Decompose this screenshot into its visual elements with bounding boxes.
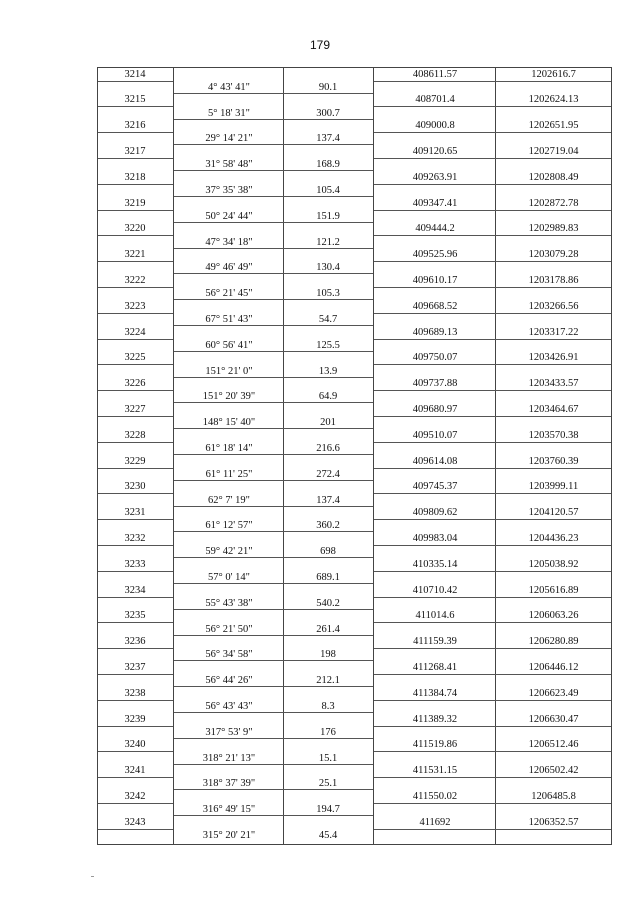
row-divider	[98, 597, 173, 598]
y-coordinate-cell: 1205616.89	[528, 584, 579, 596]
point-cell: 3237	[124, 661, 146, 673]
row-divider	[374, 803, 611, 804]
distance-cell: 300.7	[316, 107, 340, 119]
point-cell: 3224	[124, 326, 146, 338]
distance-cell: 45.4	[318, 829, 338, 841]
x-coordinate-cell: 410710.42	[412, 584, 458, 596]
distance-cell: 90.1	[318, 81, 338, 93]
x-coordinate-cell: 411384.74	[412, 687, 458, 699]
bearing-cell: 61° 18' 14"	[205, 442, 253, 454]
y-coordinate-cell: 1206280.89	[528, 636, 579, 648]
row-divider	[98, 106, 173, 107]
page-number: 179	[309, 38, 331, 52]
table-row	[98, 610, 611, 636]
row-divider	[374, 777, 611, 778]
bearing-cell: 49° 46' 49"	[205, 262, 253, 274]
bearing-cell: 61° 11' 25"	[205, 468, 253, 480]
row-divider	[374, 519, 611, 520]
bearing-cell: 4° 43' 41"	[208, 81, 250, 93]
row-divider	[374, 339, 611, 340]
row-divider	[374, 622, 611, 623]
bearing-cell: 62° 7' 19"	[208, 494, 250, 506]
bearing-cell: 316° 49' 15"	[202, 804, 256, 816]
table-row	[98, 352, 611, 378]
table-row	[98, 713, 611, 739]
row-divider	[98, 493, 173, 494]
y-coordinate-cell: 1206446.12	[528, 661, 579, 673]
row-divider	[98, 777, 173, 778]
distance-cell: 137.4	[316, 494, 340, 506]
y-coordinate-cell: 1203570.38	[528, 429, 579, 441]
row-divider	[98, 442, 173, 443]
y-coordinate-cell: 1202989.83	[528, 223, 579, 235]
distance-cell: 105.3	[316, 288, 340, 300]
point-cell: 3231	[124, 507, 146, 519]
distance-cell: 176	[320, 726, 336, 738]
table-row	[98, 455, 611, 481]
x-coordinate-cell: 409347.41	[412, 197, 458, 209]
x-coordinate-cell: 411531.15	[412, 765, 458, 777]
row-divider	[98, 158, 173, 159]
bearing-cell: 318° 37' 39"	[202, 778, 256, 790]
y-coordinate-cell: 1204120.57	[528, 507, 579, 519]
row-divider	[98, 468, 173, 469]
x-coordinate-cell: 409444.2	[415, 223, 455, 235]
point-cell: 3234	[124, 584, 146, 596]
distance-cell: 360.2	[316, 520, 340, 532]
y-coordinate-cell: 1202651.95	[528, 120, 579, 132]
row-divider	[98, 210, 173, 211]
table-row	[98, 197, 611, 223]
table-row	[98, 584, 611, 610]
x-coordinate-cell: 411519.86	[412, 739, 458, 751]
distance-cell: 194.7	[316, 804, 340, 816]
row-divider	[374, 648, 611, 649]
y-coordinate-cell: 1203760.39	[528, 455, 579, 467]
row-divider	[98, 261, 173, 262]
table-row	[98, 816, 611, 842]
row-divider	[374, 261, 611, 262]
row-divider	[374, 571, 611, 572]
distance-cell: 216.6	[316, 442, 340, 454]
table-row	[98, 429, 611, 455]
table-row	[98, 403, 611, 429]
y-coordinate-cell: 1203079.28	[528, 249, 579, 261]
table-row	[98, 68, 611, 94]
point-cell: 3235	[124, 610, 146, 622]
bearing-cell: 37° 35' 38"	[205, 184, 253, 196]
distance-cell: 212.1	[316, 675, 340, 687]
x-coordinate-cell: 409737.88	[412, 378, 458, 390]
distance-cell: 125.5	[316, 339, 340, 351]
point-cell: 3241	[124, 765, 146, 777]
x-coordinate-cell: 410335.14	[412, 558, 458, 570]
distance-cell: 13.9	[318, 365, 338, 377]
bearing-cell: 31° 58' 48"	[205, 159, 253, 171]
point-cell: 3219	[124, 197, 146, 209]
y-coordinate-cell: 1206352.57	[528, 816, 579, 828]
row-divider	[374, 184, 611, 185]
x-coordinate-cell: 409525.96	[412, 249, 458, 261]
y-coordinate-cell: 1204436.23	[528, 532, 579, 544]
distance-cell: 261.4	[316, 623, 340, 635]
point-cell: 3243	[124, 816, 146, 828]
coordinates-table	[97, 67, 612, 845]
y-coordinate-cell: 1203178.86	[528, 274, 579, 286]
point-cell: 3218	[124, 171, 146, 183]
table-row	[98, 378, 611, 404]
row-divider	[98, 726, 173, 727]
y-coordinate-cell: 1203317.22	[528, 326, 579, 338]
scan-mark	[91, 876, 94, 877]
point-cell: 3239	[124, 713, 146, 725]
table-row	[98, 739, 611, 765]
x-coordinate-cell: 409745.37	[412, 481, 458, 493]
y-coordinate-cell: 1206502.42	[528, 765, 579, 777]
bearing-cell: 47° 34' 18"	[205, 236, 253, 248]
row-divider	[98, 313, 173, 314]
x-coordinate-cell: 411389.32	[412, 713, 458, 725]
table-row	[98, 636, 611, 662]
row-divider	[374, 829, 611, 830]
table-row	[98, 558, 611, 584]
table-row	[98, 481, 611, 507]
x-coordinate-cell: 409000.8	[415, 120, 455, 132]
row-divider	[98, 519, 173, 520]
row-divider	[374, 81, 611, 82]
row-divider	[98, 648, 173, 649]
table-row	[98, 532, 611, 558]
y-coordinate-cell: 1202872.78	[528, 197, 579, 209]
row-divider	[374, 106, 611, 107]
y-coordinate-cell: 1203433.57	[528, 378, 579, 390]
distance-cell: 137.4	[316, 133, 340, 145]
distance-cell: 121.2	[316, 236, 340, 248]
distance-cell: 698	[320, 546, 336, 558]
point-cell: 3225	[124, 352, 146, 364]
y-coordinate-cell: 1202624.13	[528, 94, 579, 106]
distance-cell: 201	[320, 417, 336, 429]
row-divider	[98, 364, 173, 365]
x-coordinate-cell: 409750.07	[412, 352, 458, 364]
row-divider	[98, 700, 173, 701]
point-cell: 3215	[124, 94, 146, 106]
bearing-cell: 56° 44' 26"	[205, 675, 253, 687]
table-row	[98, 790, 611, 816]
point-cell: 3214	[124, 68, 146, 80]
point-cell: 3233	[124, 558, 146, 570]
row-divider	[374, 158, 611, 159]
x-coordinate-cell: 409689.13	[412, 326, 458, 338]
row-divider	[374, 390, 611, 391]
point-cell: 3229	[124, 455, 146, 467]
point-cell: 3216	[124, 120, 146, 132]
bearing-cell: 60° 56' 41"	[205, 339, 253, 351]
x-coordinate-cell: 409263.91	[412, 171, 458, 183]
bearing-cell: 29° 14' 21"	[205, 133, 253, 145]
row-divider	[374, 545, 611, 546]
y-coordinate-cell: 1206623.49	[528, 687, 579, 699]
y-coordinate-cell: 1203999.11	[528, 481, 579, 493]
point-cell: 3221	[124, 249, 146, 261]
row-divider	[98, 235, 173, 236]
y-coordinate-cell: 1203464.67	[528, 403, 579, 415]
row-divider	[374, 597, 611, 598]
row-divider	[98, 622, 173, 623]
x-coordinate-cell: 408611.57	[412, 68, 458, 80]
y-coordinate-cell: 1203266.56	[528, 300, 579, 312]
point-cell: 3228	[124, 429, 146, 441]
x-coordinate-cell: 409983.04	[412, 532, 458, 544]
y-coordinate-cell: 1206512.46	[528, 739, 579, 751]
x-coordinate-cell: 411692	[419, 816, 451, 828]
table-row	[98, 145, 611, 171]
row-divider	[374, 364, 611, 365]
bearing-cell: 59° 42' 21"	[205, 546, 253, 558]
table-row	[98, 120, 611, 146]
x-coordinate-cell: 411159.39	[413, 636, 457, 648]
point-cell: 3217	[124, 145, 146, 157]
row-divider	[98, 674, 173, 675]
point-cell: 3232	[124, 532, 146, 544]
y-coordinate-cell: 1202616.7	[531, 68, 576, 80]
row-divider	[374, 751, 611, 752]
point-cell: 3227	[124, 403, 146, 415]
distance-cell: 25.1	[318, 778, 338, 790]
distance-cell: 540.2	[316, 597, 340, 609]
point-cell: 3223	[124, 300, 146, 312]
bearing-cell: 5° 18' 31"	[208, 107, 250, 119]
distance-cell: 64.9	[318, 391, 338, 403]
bearing-cell: 148° 15' 40"	[202, 417, 256, 429]
y-coordinate-cell: 1202808.49	[528, 171, 579, 183]
distance-cell: 151.9	[316, 210, 340, 222]
row-divider	[98, 829, 173, 830]
x-coordinate-cell: 409809.62	[412, 507, 458, 519]
row-divider	[374, 416, 611, 417]
row-divider	[98, 339, 173, 340]
row-divider	[374, 210, 611, 211]
table-row	[98, 661, 611, 687]
row-divider	[374, 726, 611, 727]
table-row	[98, 94, 611, 120]
point-cell: 3230	[124, 481, 146, 493]
bearing-cell: 56° 34' 58"	[205, 649, 253, 661]
y-coordinate-cell: 1206630.47	[528, 713, 579, 725]
row-divider	[98, 184, 173, 185]
table-row	[98, 274, 611, 300]
distance-cell: 54.7	[318, 313, 338, 325]
point-cell: 3242	[124, 790, 146, 802]
row-divider	[98, 571, 173, 572]
bearing-cell: 151° 20' 39"	[202, 391, 256, 403]
distance-cell: 689.1	[316, 571, 340, 583]
x-coordinate-cell: 408701.4	[415, 94, 455, 106]
table-row	[98, 249, 611, 275]
distance-cell: 168.9	[316, 159, 340, 171]
table-row	[98, 171, 611, 197]
row-divider	[98, 545, 173, 546]
table-row	[98, 765, 611, 791]
row-divider	[98, 81, 173, 82]
row-divider	[374, 235, 611, 236]
distance-cell: 15.1	[318, 752, 338, 764]
bearing-cell: 67° 51' 43"	[205, 313, 253, 325]
row-divider	[374, 468, 611, 469]
row-divider	[374, 700, 611, 701]
distance-cell: 272.4	[316, 468, 340, 480]
y-coordinate-cell: 1206063.26	[528, 610, 579, 622]
distance-cell: 8.3	[321, 700, 335, 712]
y-coordinate-cell: 1206485.8	[531, 790, 576, 802]
bearing-cell: 317° 53' 9"	[205, 726, 253, 738]
row-divider	[98, 803, 173, 804]
y-coordinate-cell: 1205038.92	[528, 558, 579, 570]
x-coordinate-cell: 411268.41	[412, 661, 458, 673]
point-cell: 3220	[124, 223, 146, 235]
table-row	[98, 223, 611, 249]
y-coordinate-cell: 1202719.04	[528, 145, 579, 157]
x-coordinate-cell: 409510.07	[412, 429, 458, 441]
row-divider	[374, 132, 611, 133]
bearing-cell: 56° 21' 45"	[205, 288, 253, 300]
x-coordinate-cell: 411014.6	[415, 610, 455, 622]
bearing-cell: 57° 0' 14"	[208, 571, 250, 583]
distance-cell: 130.4	[316, 262, 340, 274]
distance-cell: 105.4	[316, 184, 340, 196]
row-divider	[98, 416, 173, 417]
x-coordinate-cell: 409610.17	[412, 274, 458, 286]
bearing-cell: 315° 20' 21"	[202, 829, 256, 841]
bearing-cell: 318° 21' 13"	[202, 752, 256, 764]
table-row	[98, 300, 611, 326]
x-coordinate-cell: 409668.52	[412, 300, 458, 312]
point-cell: 3238	[124, 687, 146, 699]
bearing-cell: 151° 21' 0"	[205, 365, 253, 377]
point-cell: 3236	[124, 636, 146, 648]
row-divider	[98, 751, 173, 752]
bearing-cell: 56° 43' 43"	[205, 700, 253, 712]
row-divider	[98, 390, 173, 391]
table-row	[98, 326, 611, 352]
row-divider	[374, 442, 611, 443]
bearing-cell: 50° 24' 44"	[205, 210, 253, 222]
point-cell: 3226	[124, 378, 146, 390]
x-coordinate-cell: 409614.08	[412, 455, 458, 467]
row-divider	[98, 287, 173, 288]
table-row	[98, 687, 611, 713]
point-cell: 3240	[124, 739, 146, 751]
y-coordinate-cell: 1203426.91	[528, 352, 579, 364]
row-divider	[374, 287, 611, 288]
distance-cell: 198	[320, 649, 336, 661]
bearing-cell: 61° 12' 57"	[205, 520, 253, 532]
bearing-cell: 55° 43' 38"	[205, 597, 253, 609]
row-divider	[374, 313, 611, 314]
row-divider	[98, 132, 173, 133]
x-coordinate-cell: 411550.02	[412, 790, 458, 802]
bearing-cell: 56° 21' 50"	[205, 623, 253, 635]
table-row	[98, 507, 611, 533]
point-cell: 3222	[124, 274, 146, 286]
row-divider	[374, 493, 611, 494]
row-divider	[374, 674, 611, 675]
x-coordinate-cell: 409680.97	[412, 403, 458, 415]
x-coordinate-cell: 409120.65	[412, 145, 458, 157]
